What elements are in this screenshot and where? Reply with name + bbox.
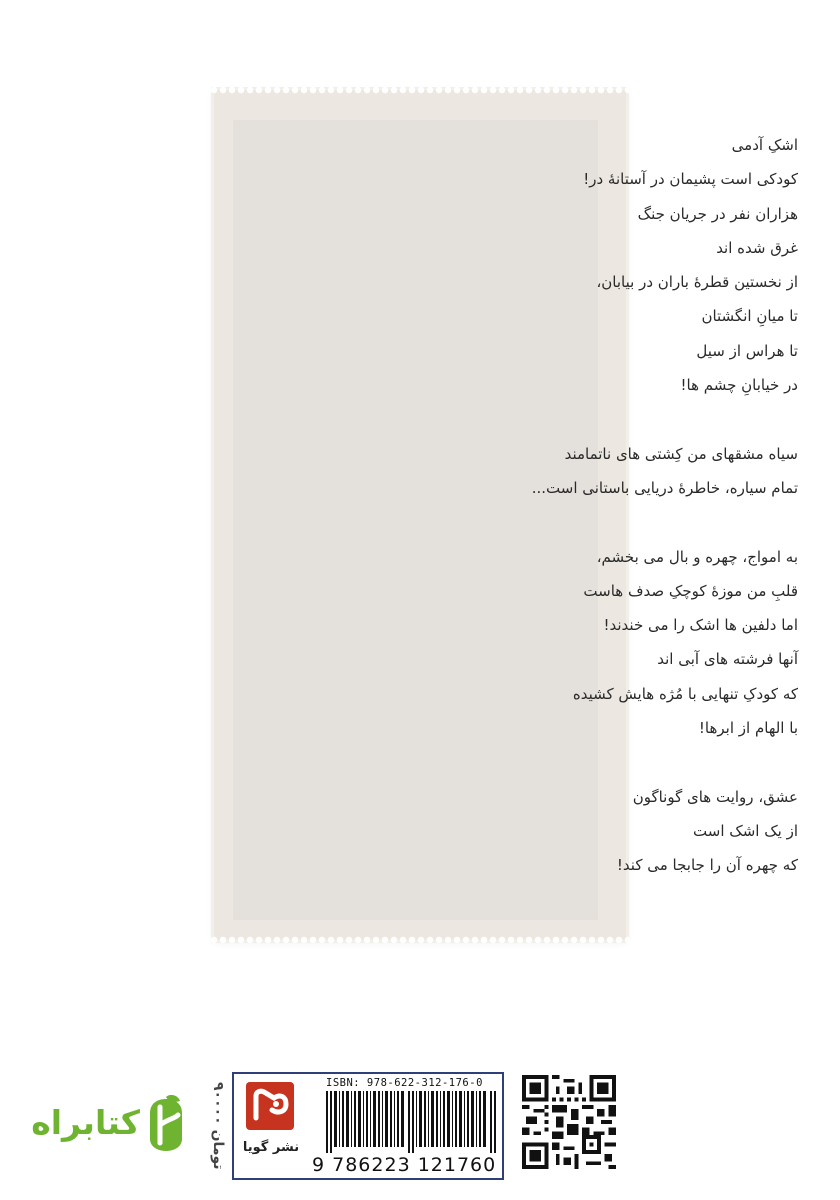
poem-line: تمام سیاره، خاطرهٔ دریایی باستانی است...: [531, 478, 798, 497]
poem: [458, 128, 798, 883]
poem-line: غرق شده اند: [716, 238, 798, 257]
isbn-label: ISBN: 978-622-312-176-0: [326, 1077, 483, 1089]
stanza-gap: [458, 745, 798, 779]
poem-line: با الهام از ابرها!: [698, 719, 798, 738]
poem-line: قلبِ من موزهٔ کوچکِ صدف هاست: [583, 581, 798, 600]
poem-line: کودکی است پشیمان در آستانهٔ در!: [583, 170, 798, 189]
poem-line: تا میانِ انگشتان: [701, 307, 798, 326]
isbn-digits: 9 786223 121760: [312, 1154, 497, 1176]
poem-line: به امواج، چهره و بال می بخشم،: [596, 547, 798, 566]
poem-line: اشکِ آدمی: [731, 136, 798, 154]
poem-line: از نخستین قطرهٔ باران در بیابان،: [596, 273, 798, 292]
poem-line: اما دلفین ها اشک را می خندند!: [603, 616, 798, 635]
poem-line: در خیابانِ چشم ها!: [680, 376, 798, 395]
poem-line: سیاه مشقهای من کِشتی های ناتمامند: [564, 444, 798, 463]
poem-line: از یک اشک است: [693, 821, 798, 840]
barcode-bars: [324, 1091, 500, 1153]
poem-line: تا هراس از سیل: [696, 341, 798, 360]
poem-line: که کودکِ تنهایی با مُژه هایش کشیده: [572, 684, 798, 703]
poem-line: هزاران نفر در جریان جنگ: [637, 204, 798, 223]
poem-line: عشق، روایت های گوناگون: [632, 787, 798, 806]
stanza-gap: [458, 402, 798, 436]
store-logo-text: کتابراه: [31, 1103, 140, 1142]
publisher-name: نشر گویا: [242, 1140, 300, 1155]
poem-line: که چهره آن را جابجا می کند!: [616, 856, 798, 875]
publisher-logo-icon: [246, 1082, 294, 1130]
price-label: ۹۰۰۰۰ تومان: [210, 1082, 226, 1170]
stanza-gap: [458, 505, 798, 539]
poem-line: آنها فرشته های آبی اند: [657, 650, 798, 669]
qr-code-icon: [522, 1075, 616, 1169]
leaf-logo-icon: [144, 1095, 188, 1155]
barcode-panel: [232, 1072, 504, 1180]
